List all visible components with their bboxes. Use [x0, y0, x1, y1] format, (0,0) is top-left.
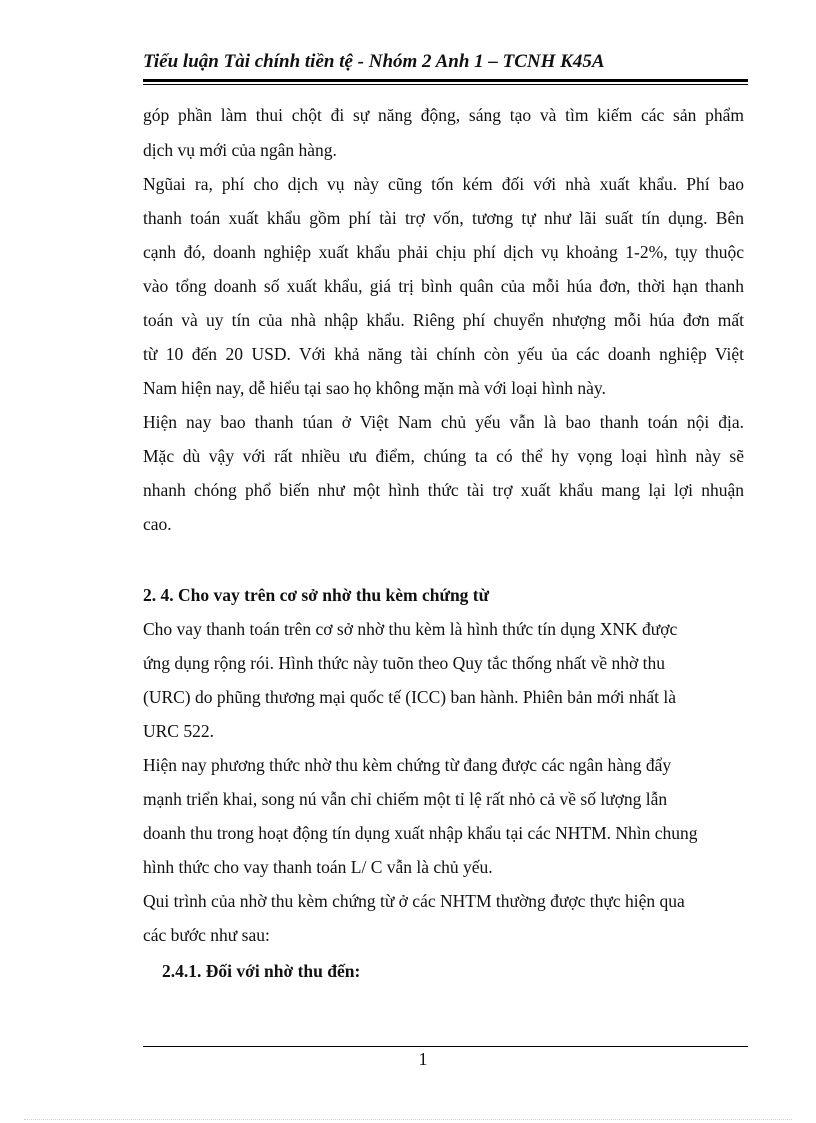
footer-rule — [143, 1046, 748, 1047]
body-line: Ngũai ra, phí cho dịch vụ này cũng tốn kém đối với nhà xuất khẩu. Phí bao — [143, 174, 744, 194]
body-line: Mặc dù vậy với rất nhiều ưu điểm, chúng ta có thể hy vọng loại hình này sẽ — [143, 446, 744, 466]
body-line: Cho vay thanh toán trên cơ sở nhờ thu kèm là hình thức tín dụng XNK được — [143, 619, 678, 639]
body-line: cao. — [143, 514, 172, 534]
body-line: vào tổng doanh số xuất khẩu, giá trị bình quân của mỗi húa đơn, thời hạn thanh — [143, 276, 744, 296]
running-header-title: Tiểu luận Tài chính tiền tệ - Nhóm 2 Anh 1 – TCNH K45A — [143, 51, 605, 72]
body-line: hình thức cho vay thanh toán L/ C vẫn là chủ yếu. — [143, 857, 493, 877]
body-line: dịch vụ mới của ngân hàng. — [143, 140, 337, 160]
body-line: toán và uy tín của nhà nhập khẩu. Riêng phí chuyển nhượng mỗi húa đơn mất — [143, 310, 744, 330]
body-line: (URC) do phũng thương mại quốc tế (ICC) ban hành. Phiên bản mới nhất là — [143, 687, 676, 707]
body-line: thanh toán xuất khẩu gồm phí tài trợ vốn, tương tự như lãi suất tín dụng. Bên — [143, 208, 744, 228]
body-line: góp phần làm thui chột đi sự năng động, sáng tạo và tìm kiếm các sản phẩm — [143, 105, 744, 125]
body-line: các bước như sau: — [143, 925, 270, 945]
body-line: ứng dụng rộng rói. Hình thức này tuõn theo Quy tắc thống nhất về nhờ thu — [143, 653, 666, 673]
page-number: 1 — [418, 1049, 428, 1069]
header-rule-thin — [143, 84, 748, 85]
header-rule-thick — [143, 79, 748, 82]
body-line: doanh thu trong hoạt động tín dụng xuất nhập khẩu tại các NHTM. Nhìn chung — [143, 823, 698, 843]
section-heading: 2. 4. Cho vay trên cơ sở nhờ thu kèm chứng từ — [143, 585, 490, 605]
body-line: Hiện nay phương thức nhờ thu kèm chứng từ đang được các ngân hàng đẩy — [143, 755, 672, 775]
page-edge-divider — [24, 1119, 792, 1120]
body-line: từ 10 đến 20 USD. Với khả năng tài chính còn yếu ủa các doanh nghiệp Việt — [143, 344, 744, 364]
body-line: Nam hiện nay, dễ hiểu tại sao họ không mặn mà với loại hình này. — [143, 378, 606, 398]
body-line: mạnh triển khai, song nú vẫn chỉ chiếm một tỉ lệ rất nhỏ cả về số lượng lẫn — [143, 789, 668, 809]
body-line: cạnh đó, doanh nghiệp xuất khẩu phải chịu phí dịch vụ khoảng 1-2%, tụy thuộc — [143, 242, 744, 262]
body-line: nhanh chóng phổ biến như một hình thức tài trợ xuất khẩu mang lại lợi nhuận — [143, 480, 744, 500]
body-line: Qui trình của nhờ thu kèm chứng từ ở các NHTM thường được thực hiện qua — [143, 891, 685, 911]
body-line: Hiện nay bao thanh túan ở Việt Nam chủ yếu vẫn là bao thanh toán nội địa. — [143, 412, 744, 432]
subsection-heading: 2.4.1. Đối với nhờ thu đến: — [162, 961, 361, 981]
body-line: URC 522. — [143, 721, 214, 741]
